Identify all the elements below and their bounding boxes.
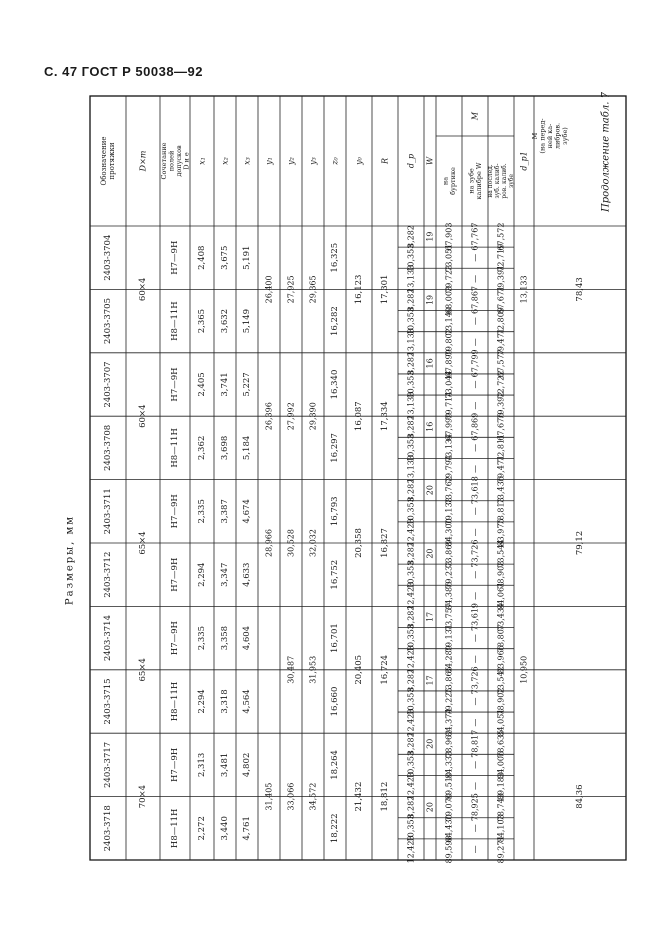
dp-6-1: 10,353 — [406, 624, 416, 653]
m3-3-2: 79,471 — [496, 455, 506, 484]
m1-4-2: 84,300 — [444, 518, 454, 547]
mlast-0: 78,43 — [575, 277, 585, 302]
x2-3: 3,698 — [220, 435, 230, 461]
header-designation-line-0: Обозначение — [100, 136, 108, 186]
dp-3-1: 10,353 — [406, 433, 416, 462]
m3-5-1: 78,908 — [496, 560, 506, 589]
m3-3-0: 67,676 — [496, 412, 506, 441]
x3-9: 4,761 — [242, 816, 252, 841]
m2-5-2: — — [470, 591, 480, 600]
m1-1-1: 73,140 — [444, 307, 454, 336]
header-x2: x₂ — [220, 157, 230, 165]
m3-4-1: 78,813 — [496, 497, 506, 526]
m2-8-2: — — [470, 782, 480, 791]
dp-1-2: 13,133 — [406, 328, 416, 357]
m3-4-2: 83,975 — [496, 518, 506, 547]
x2-9: 3,440 — [220, 816, 230, 841]
m2-5-1: — — [470, 570, 480, 579]
dxm-2: 65×4 — [138, 531, 148, 555]
designation-2: 2403-3707 — [103, 361, 113, 408]
m3-1-1: 72,809 — [496, 307, 506, 336]
header-m-group: M — [470, 111, 480, 121]
m1-7-0: 73,865 — [444, 666, 454, 695]
m3-3-1: 72,811 — [496, 433, 506, 462]
header-m3-line-1: зуб. калиб- — [494, 163, 501, 199]
y1-2: 28,966 — [264, 529, 274, 557]
x3-7: 4,564 — [242, 689, 252, 714]
m3-0-2: 79,391 — [496, 264, 506, 293]
dp1-0: 13,133 — [519, 275, 529, 304]
x1-4: 2,335 — [197, 499, 207, 524]
dp-4-1: 10,353 — [406, 497, 416, 526]
dp-2-2: 13,133 — [406, 391, 416, 420]
R-2: 16,827 — [380, 528, 390, 558]
dp-3-2: 13,133 — [406, 455, 416, 484]
m3-6-0: 73,434 — [496, 602, 506, 631]
header-mlast-line-3: либров. — [553, 122, 562, 150]
x2-7: 3,318 — [220, 689, 230, 714]
continuation-caption: Продолжение табл. 7 — [600, 92, 612, 212]
x3-8: 4,802 — [242, 752, 252, 778]
dp-9-1: 10,353 — [406, 814, 416, 843]
y3-1: 29,390 — [308, 402, 318, 431]
w-7-0: 17 — [425, 675, 435, 686]
m3-7-0: 73,542 — [496, 666, 506, 695]
m1-8-1: 84,333 — [444, 750, 454, 779]
m2-4-1: — — [470, 507, 480, 516]
y2-3: 30,487 — [286, 655, 296, 684]
tolerance-2: H7—9H — [170, 367, 180, 402]
dp-4-2: 12,423 — [406, 518, 416, 547]
m2-4-2: — — [470, 528, 480, 537]
m1-5-0: 73,869 — [444, 539, 454, 568]
m3-1-2: 79,471 — [496, 328, 506, 357]
header-tolerance-line-1: полей — [167, 150, 176, 172]
z0-6: 16,701 — [330, 623, 340, 653]
y0-3: 20,405 — [354, 654, 364, 685]
m2-8-0: 78,817 — [470, 729, 480, 758]
x1-1: 2,365 — [197, 308, 207, 334]
header-mlast-line-2: ней ка- — [546, 123, 554, 149]
m1-8-0: 78,962 — [444, 729, 454, 758]
m1-6-2: 84,289 — [444, 645, 454, 674]
dp-7-1: 10,353 — [406, 687, 416, 716]
y3-0: 29,365 — [308, 275, 318, 304]
dp-3-0: 8,282 — [406, 415, 416, 439]
dp-9-2: 12,423 — [406, 835, 416, 864]
designation-7: 2403-3715 — [103, 678, 113, 725]
w-3-0: 16 — [425, 421, 435, 432]
header-m3-line-2: ров. калиб. — [501, 163, 508, 199]
tolerance-0: H7—9H — [170, 240, 180, 275]
header-y1: y₁ — [264, 157, 274, 165]
designation-5: 2403-3712 — [103, 551, 113, 598]
m2-0-2: — — [470, 274, 480, 283]
m1-0-0: 67,903 — [444, 222, 454, 251]
m1-2-0: 67,899 — [444, 349, 454, 378]
tolerance-4: H7—9H — [170, 494, 180, 529]
m3-2-0: 67,577 — [496, 349, 506, 378]
designation-0: 2403-3704 — [103, 234, 113, 281]
dp-8-2: 12,423 — [406, 772, 416, 801]
header-y2: y₂ — [286, 157, 296, 165]
m1-6-1: 79,131 — [444, 624, 454, 653]
m1-7-2: 84,374 — [444, 708, 454, 737]
table-frame — [90, 96, 626, 860]
z0-5: 16,752 — [330, 559, 340, 590]
dp-6-2: 12,423 — [406, 645, 416, 674]
dp-4-0: 8,282 — [406, 478, 416, 502]
m2-3-2: — — [470, 465, 480, 474]
m2-6-0: 73,619 — [470, 602, 480, 631]
y0-0: 16,123 — [354, 274, 364, 305]
dp-0-1: 10,353 — [406, 243, 416, 272]
m1-4-1: 79,138 — [444, 497, 454, 526]
dp-2-1: 10,353 — [406, 370, 416, 399]
z0-4: 16,793 — [330, 496, 340, 527]
dp-7-2: 12,423 — [406, 708, 416, 737]
header-R: R — [380, 157, 390, 165]
dp-0-0: 8,282 — [406, 225, 416, 249]
m1-6-0: 73,757 — [444, 602, 454, 631]
dp-5-2: 12,423 — [406, 581, 416, 610]
m3-8-1: 84,006 — [496, 750, 506, 779]
header-m1-line-1: буртике — [448, 167, 457, 195]
y1-4: 31,405 — [264, 782, 274, 811]
m2-6-1: — — [470, 634, 480, 643]
m2-7-2: — — [470, 718, 480, 727]
z0-7: 16,660 — [330, 686, 340, 717]
R-0: 17,301 — [380, 274, 390, 305]
header-m1-line-0: на — [441, 176, 450, 186]
tolerance-1: H8—11H — [170, 301, 180, 341]
page-header: С. 47 ГОСТ Р 50038—92 — [44, 64, 204, 79]
y0-2: 20,358 — [354, 528, 364, 558]
m2-7-0: 73,726 — [470, 666, 480, 695]
w-0-0: 19 — [425, 231, 435, 242]
x1-5: 2,294 — [197, 562, 207, 587]
m1-3-0: 67,999 — [444, 412, 454, 441]
m2-9-1: — — [470, 824, 480, 833]
m3-9-1: 84,103 — [496, 814, 506, 843]
y2-0: 27,925 — [286, 275, 296, 304]
m3-5-0: 73,544 — [496, 539, 506, 568]
m1-4-0: 73,762 — [444, 476, 454, 505]
designation-6: 2403-3714 — [103, 615, 113, 662]
m2-1-2: — — [470, 338, 480, 347]
x3-1: 5,149 — [242, 308, 252, 334]
m2-1-0: 67,867 — [470, 285, 480, 314]
m3-7-1: 78,902 — [496, 687, 506, 716]
x2-4: 3,387 — [220, 499, 230, 524]
mlast-2: 79,12 — [575, 530, 585, 556]
m1-1-2: 79,802 — [444, 328, 454, 357]
m1-3-1: 73,134 — [444, 433, 454, 462]
m3-4-0: 73,436 — [496, 476, 506, 505]
header-mlast-line-1: (на перед- — [538, 118, 547, 154]
m2-3-0: 67,869 — [470, 412, 480, 441]
x1-7: 2,294 — [197, 689, 207, 714]
header-m2-line-0: на зубе — [467, 168, 476, 194]
z0-0: 16,325 — [330, 242, 340, 273]
m2-9-0: 78,925 — [470, 793, 480, 822]
m3-2-1: 72,722 — [496, 370, 506, 399]
dp-9-0: 8,282 — [406, 795, 416, 819]
mlast-4: 84,36 — [575, 784, 585, 809]
z0-2: 16,340 — [330, 369, 340, 400]
header-m2-line-1: калибре W — [474, 162, 483, 200]
R-4: 18,812 — [380, 781, 390, 812]
header-y3: y₃ — [308, 157, 318, 165]
header-z0: z₀ — [330, 157, 340, 165]
z0-9: 18,222 — [330, 813, 340, 844]
x1-9: 2,272 — [197, 816, 207, 841]
x1-8: 2,313 — [197, 752, 207, 778]
w-1-0: 19 — [425, 294, 435, 306]
m1-5-2: 84,386 — [444, 581, 454, 610]
m1-1-0: 68,003 — [444, 285, 454, 314]
x3-3: 5,184 — [242, 435, 252, 461]
m2-6-2: — — [470, 655, 480, 664]
header-dp1: d_p1 — [519, 151, 529, 171]
m3-5-2: 84,061 — [496, 581, 506, 610]
y2-4: 33,066 — [286, 782, 296, 811]
header-w: W — [425, 156, 435, 166]
dp-6-0: 8,282 — [406, 605, 416, 629]
m3-6-1: 78,807 — [496, 624, 506, 653]
tolerance-6: H7—9H — [170, 621, 180, 656]
m3-7-2: 84,051 — [496, 708, 506, 737]
header-mlast-line-4: зубе) — [561, 127, 569, 145]
m3-1-0: 67,671 — [496, 285, 506, 314]
x2-2: 3,741 — [220, 372, 230, 397]
y3-3: 31,953 — [308, 655, 318, 684]
x1-6: 2,335 — [197, 625, 207, 651]
z0-1: 16,282 — [330, 306, 340, 336]
tolerance-8: H7—9H — [170, 747, 180, 782]
designation-8: 2403-3717 — [103, 741, 113, 788]
tolerance-5: H7—9H — [170, 557, 180, 592]
R-3: 16,724 — [380, 654, 390, 685]
m1-0-2: 79,723 — [444, 264, 454, 293]
header-x1: x₁ — [197, 157, 207, 165]
dxm-1: 60×4 — [138, 404, 148, 428]
w-6-0: 17 — [425, 611, 435, 623]
R-1: 17,334 — [380, 401, 390, 432]
y0-4: 21,432 — [354, 781, 364, 812]
m2-2-1: — — [470, 380, 480, 389]
x1-3: 2,362 — [197, 435, 207, 461]
header-mlast-line-0: M — [531, 132, 539, 140]
m1-9-2: 89,598 — [444, 835, 454, 864]
x2-6: 3,358 — [220, 625, 230, 651]
designation-1: 2403-3705 — [103, 298, 113, 345]
m3-8-2: 89,183 — [496, 772, 506, 801]
dxm-0: 60×4 — [138, 277, 148, 302]
x1-0: 2,408 — [197, 245, 207, 270]
table-cells — [65, 91, 612, 863]
header-dxm: D×m — [138, 150, 148, 172]
x2-0: 3,675 — [220, 245, 230, 270]
dp-5-1: 10,353 — [406, 560, 416, 589]
m2-1-1: — — [470, 317, 480, 326]
tolerance-3: H8—11H — [170, 428, 180, 468]
m2-7-1: — — [470, 697, 480, 706]
m1-9-0: 79,070 — [444, 793, 454, 822]
m3-9-2: 89,271 — [496, 835, 506, 864]
m2-5-0: 73,726 — [470, 539, 480, 568]
designation-9: 2403-3718 — [103, 805, 113, 852]
tolerance-9: H8—11H — [170, 808, 180, 849]
y1-0: 26,400 — [264, 275, 274, 304]
m1-3-2: 79,794 — [444, 455, 454, 484]
x3-5: 4,633 — [242, 562, 252, 587]
x3-0: 5,191 — [242, 245, 252, 270]
m2-2-2: — — [470, 401, 480, 410]
dimensions-label: Размеры, мм — [64, 514, 76, 606]
designation-4: 2403-3711 — [103, 488, 113, 535]
m3-0-1: 72,719 — [496, 243, 506, 272]
x3-4: 4,674 — [242, 499, 252, 524]
header-y0: y₀ — [354, 157, 364, 165]
w-2-0: 16 — [425, 358, 435, 369]
x1-2: 2,405 — [197, 372, 207, 397]
m3-0-0: 67,572 — [496, 222, 506, 251]
m1-0-1: 73,051 — [444, 243, 454, 272]
m1-9-1: 84,430 — [444, 814, 454, 843]
header-dp: d_p — [406, 153, 416, 169]
dp-5-0: 8,282 — [406, 542, 416, 566]
m2-9-2: — — [470, 845, 480, 854]
w-8-0: 20 — [425, 738, 435, 749]
x3-6: 4,604 — [242, 625, 252, 651]
dp-8-0: 8,282 — [406, 732, 416, 756]
header-tolerance-line-0: Сочетание — [159, 142, 168, 180]
w-5-0: 20 — [425, 548, 435, 559]
m1-7-1: 79,225 — [444, 687, 454, 716]
x3-2: 5,227 — [242, 372, 252, 397]
y0-1: 16,087 — [354, 401, 364, 432]
dp-1-1: 10,353 — [406, 307, 416, 336]
m3-2-2: 79,392 — [496, 391, 506, 420]
m1-5-1: 79,233 — [444, 560, 454, 589]
y1-1: 26,396 — [264, 402, 274, 431]
z0-8: 18,264 — [330, 750, 340, 780]
m3-8-0: 78,635 — [496, 729, 506, 758]
m2-2-0: 67,799 — [470, 349, 480, 378]
m3-6-2: 83,966 — [496, 645, 506, 674]
y3-4: 34,572 — [308, 782, 318, 811]
dp1-3: 10,950 — [519, 655, 529, 684]
header-tolerance-line-2: допусков — [174, 145, 183, 177]
m3-9-0: 78,743 — [496, 793, 506, 822]
dp-2-0: 8,282 — [406, 351, 416, 375]
designation-3: 2403-3708 — [103, 424, 113, 471]
dxm-3: 65×4 — [138, 658, 148, 682]
x2-1: 3,632 — [220, 308, 230, 334]
m1-2-2: 79,714 — [444, 391, 454, 420]
m2-8-1: — — [470, 760, 480, 769]
w-9-0: 20 — [425, 802, 435, 813]
dxm-4: 70×4 — [138, 784, 148, 809]
dp-7-0: 8,282 — [406, 668, 416, 692]
m2-3-1: — — [470, 443, 480, 452]
m2-0-0: 67,767 — [470, 222, 480, 251]
header-designation-line-1: протяжки — [108, 142, 116, 180]
m1-2-1: 73,044 — [444, 370, 454, 399]
tolerance-7: H8—11H — [170, 681, 180, 722]
dp-0-2: 13,133 — [406, 264, 416, 293]
x2-5: 3,347 — [220, 562, 230, 587]
y2-1: 27,992 — [286, 402, 296, 431]
m1-8-2: 89,510 — [444, 772, 454, 801]
header-tolerance-line-3: D и e — [182, 152, 191, 170]
dp-1-0: 8,282 — [406, 288, 416, 312]
m2-0-1: — — [470, 253, 480, 262]
table-grid — [90, 96, 626, 860]
y3-2: 32,032 — [308, 529, 318, 557]
y2-2: 30,528 — [286, 529, 296, 557]
w-4-0: 20 — [425, 485, 435, 496]
dp-8-1: 10,353 — [406, 750, 416, 779]
header-x3: x₃ — [242, 157, 252, 165]
x2-8: 3,481 — [220, 752, 230, 778]
m2-4-0: 73,618 — [470, 476, 480, 505]
header-m3-line-0: на послед. — [487, 164, 494, 198]
z0-3: 16,297 — [330, 433, 340, 463]
header-m3-line-3: зубе — [508, 174, 515, 188]
